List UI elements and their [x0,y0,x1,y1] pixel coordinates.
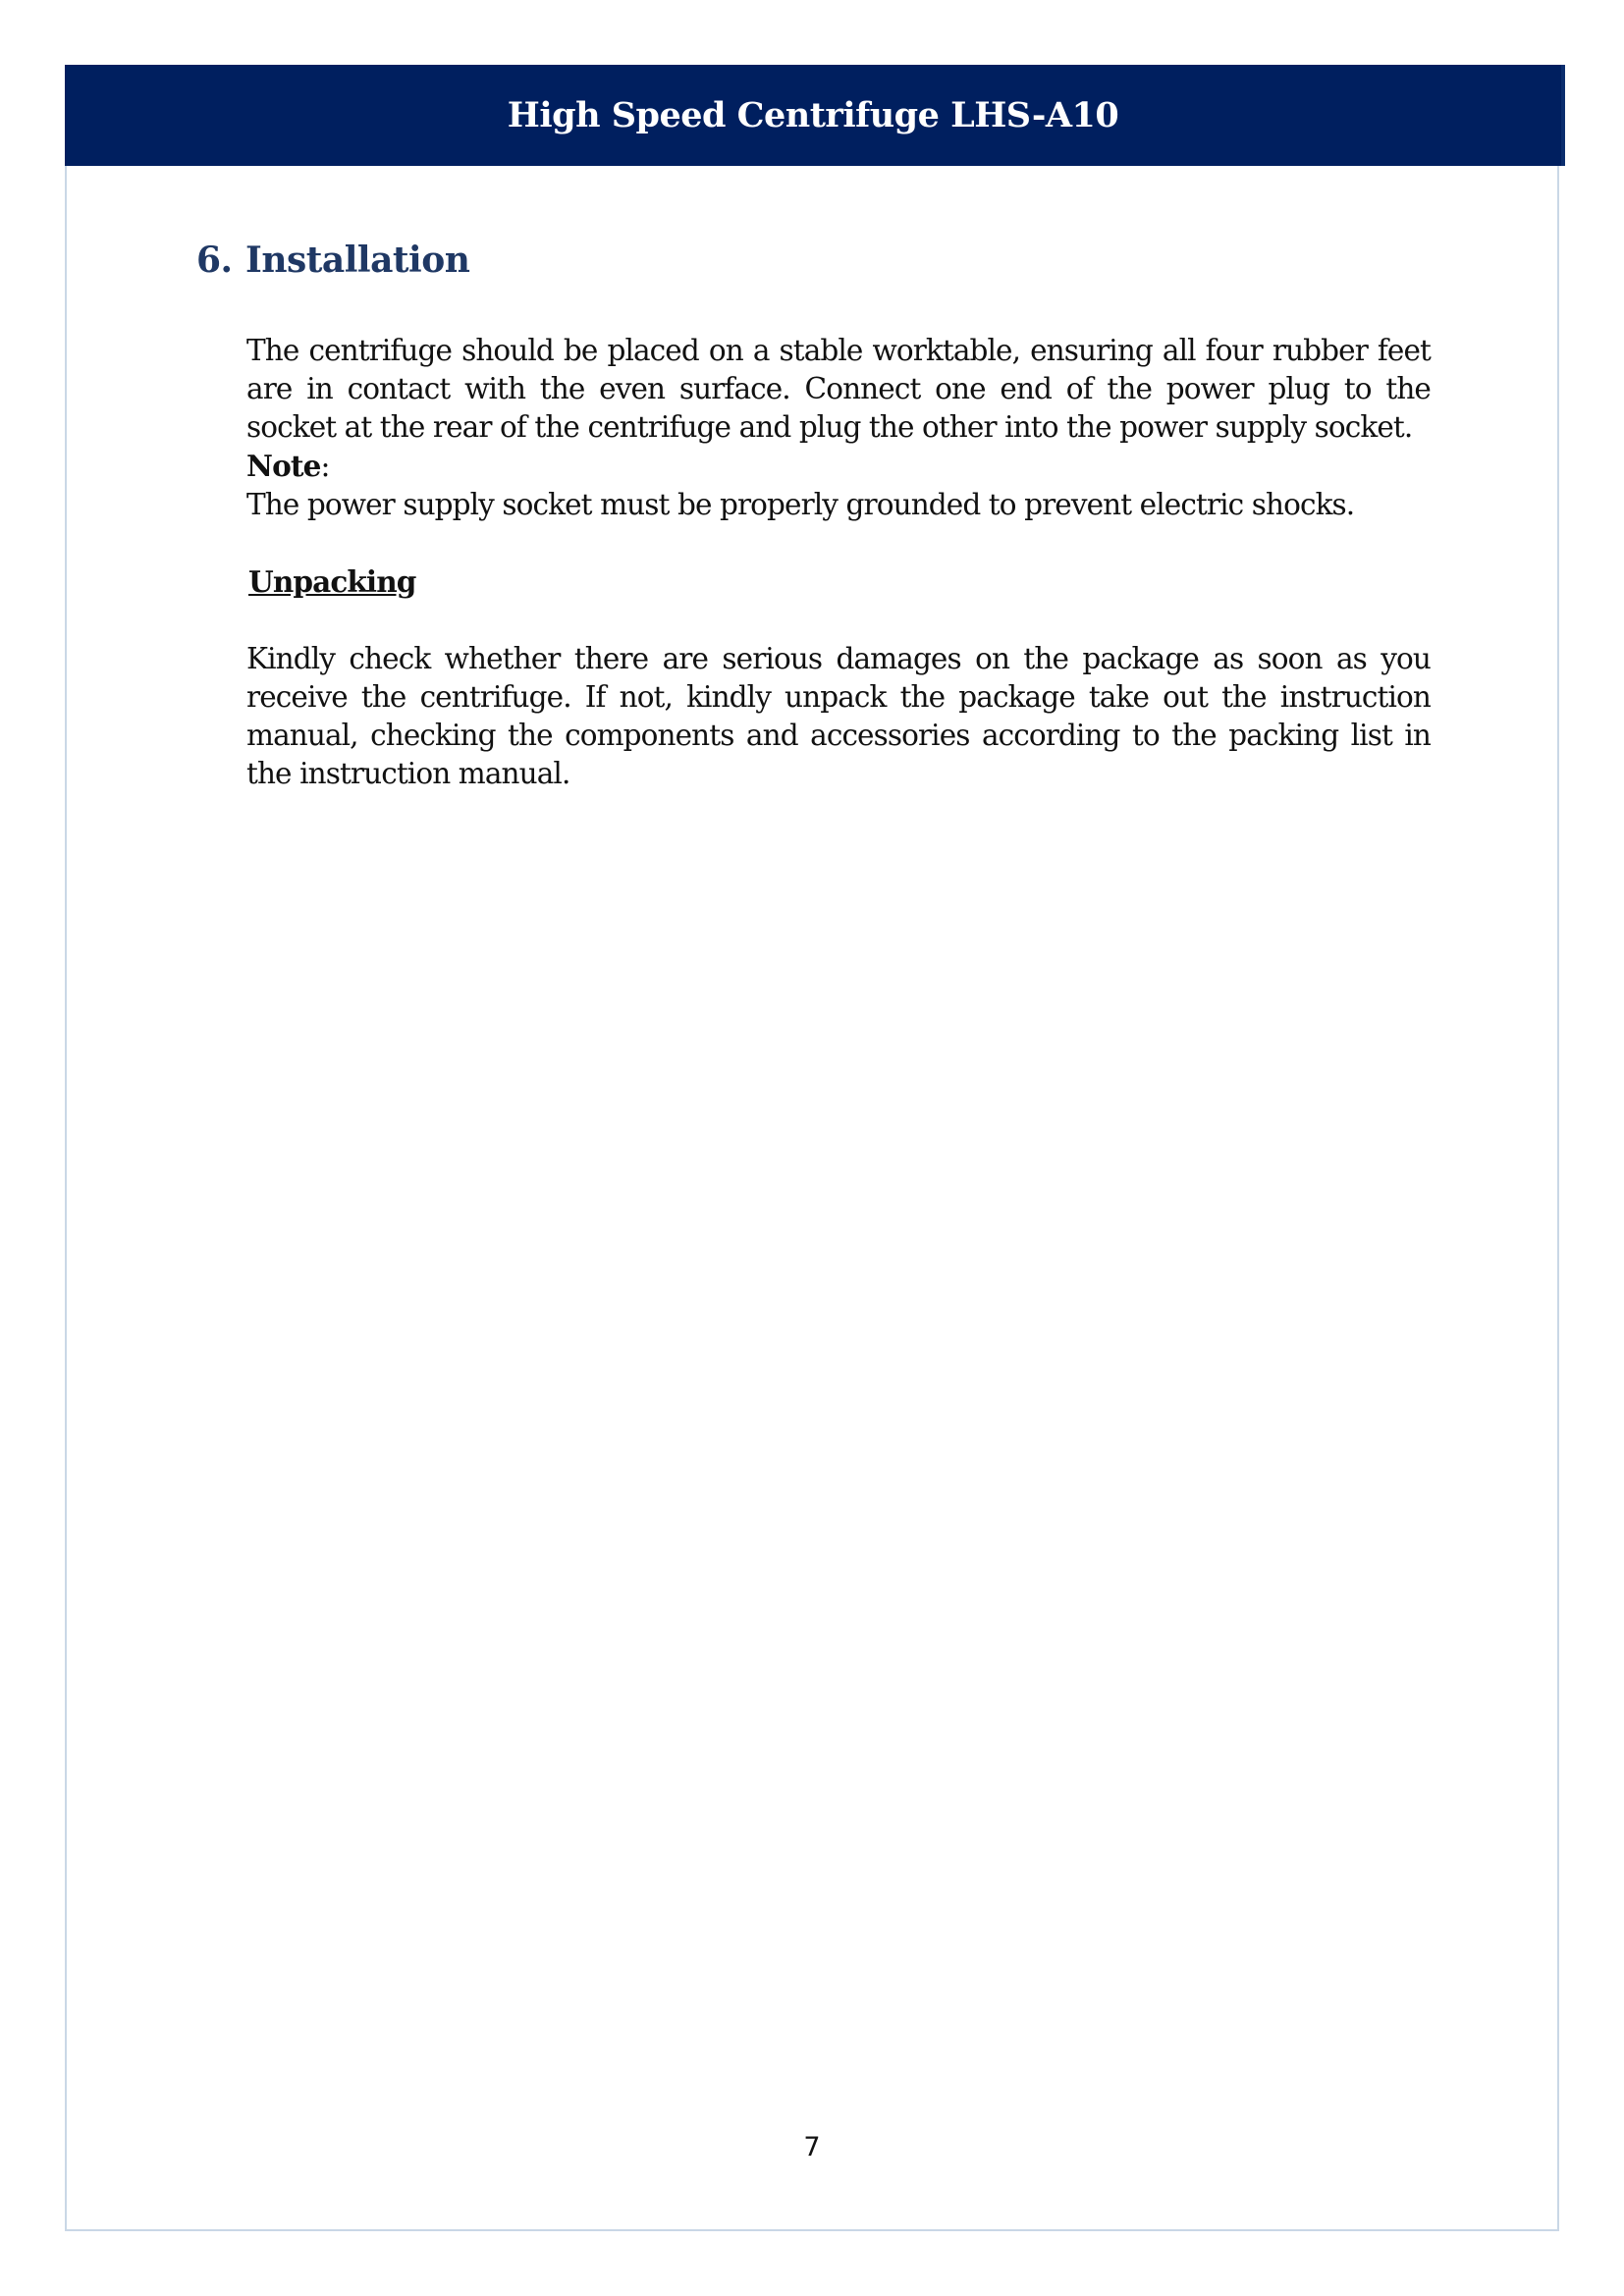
page-number: 7 [803,2132,821,2163]
section-content [246,332,1431,793]
note-label: Note [246,449,321,483]
section-title: Installation [245,240,470,281]
note-line [246,447,1431,486]
unpacking-paragraph: Kindly check whether there are serious damages on the package as soon as you receive the centrifuge. If not, kindly unpack the package take out the instruction manual, checking the components and accessories according to the packing list in the instruction manual. [246,642,1431,790]
spacer [246,602,1431,640]
unpacking-subheading: Unpacking [248,564,416,599]
header-band [65,65,1565,166]
note-colon: : [320,450,330,483]
installation-paragraph: The centrifuge should be placed on a stable worktable, ensuring all four rubber feet are in contact with the even surface. Connect one end of the power plug to the socket at the rear of the centrifuge and plug the other into the power supply socket. [246,334,1431,444]
section-heading [196,240,469,281]
spacer [246,524,1431,562]
note-text: The power supply socket must be properly grounded to prevent electric shocks. [246,488,1355,521]
document-title: High Speed Centrifuge LHS-A10 [507,95,1119,135]
section-number: 6. [196,240,233,281]
